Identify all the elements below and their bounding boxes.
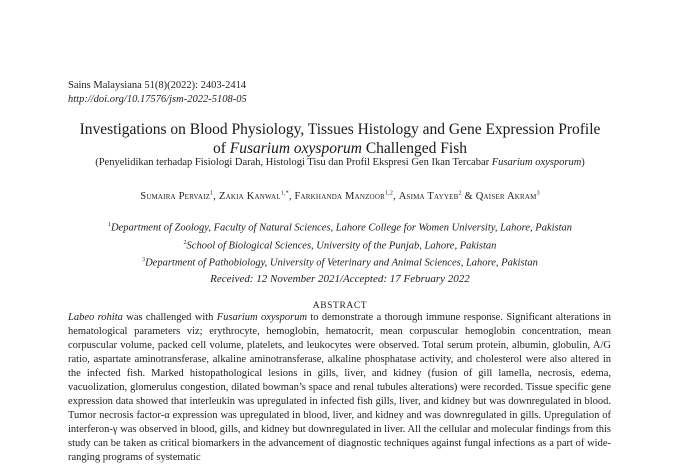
author: Zakia Kanwal$^{1,*}$, (218, 190, 295, 202)
paper-title (40, 120, 640, 158)
author: Sumaira Pervaiz$^1$, (140, 190, 219, 202)
title-line-2-pre: of (212, 140, 230, 157)
author: Qaiser Akram$^3$ (475, 190, 540, 202)
abstract-heading: ABSTRACT (312, 301, 368, 311)
author: Farkhanda Manzoor$^{1,2}$, (294, 190, 399, 202)
title-line-1: Investigations on Blood Physiology, Tissues Histology and Gene Expression Profile (79, 121, 601, 138)
received-accepted-dates: Received: 12 November 2021/Accepted: 17 February 2022 (210, 273, 470, 285)
author: Asima Tayyeb$^2$ & (398, 190, 476, 202)
malay-title (30, 156, 650, 169)
abstract-body: Labeo rohita was challenged with Fusarium oxysporum to demonstrate a thorough immune response. Significant alterations in hematological parameters viz; erythrocyte, hemoglobin, hematocrit, mean corpuscular hemoglobin concentration, mean corpuscular volume, packed cell volume, platelets, and leukocytes were observed. Total serum protein, albumin, globulin, A/G ratio, aspartate aminotransferase, alkaline aminotransferase, alkaline phosphatase activity, and cholesterol were also altered in the infected fish. Marked histopathological lesions in gills, liver, and kidney (fusion of gill lamella, necrosis, edema, vacuolization, glomerulus congestion, dilated bowman’s space and renal tubules alterations) were recorded. Tissue specific gene expression data showed that interleukin was upregulated in infected fish gills, liver, and kidney but was downregulated in blood. Tumor necrosis factor-α expression was upregulated in blood, liver, and kidney and was downregulated in gills. Upregulation of interferon-γ was observed in blood, gills, and kidney but downregulated in liver. All the cellular and molecular findings from this study can be taken as critical biomarkers in the advancement of diagnostic techniques against fungal infections as a part of wide-ranging programs of systematic (68, 312, 611, 463)
abstract-text: to demonstrate a thorough immune response. Significant alterations in hematological parameters viz; erythrocyte, hemoglobin, hematocrit, mean corpuscular hemoglobin concentration, mean corpuscular volume, packed cell volume, platelets, and leukocytes were observed. Total serum protein, albumin, globulin, A/G ratio, aspartate aminotransferase, alkaline aminotransferase, alkaline phosphatase activity, and cholesterol were also altered in the infected fish. Marked histopathological lesions in gills, liver, and kidney (fusion of gill lamella, necrosis, edema, vacuolization, glomerulus congestion, dilated bowman’s space and renal tubules alterations) were recorded. Tissue specific gene expression data showed that interleukin was upregulated in infected fish gills, liver, and kidney but was downregulated in blood. Tumor necrosis factor-α expression was upregulated in blood, liver, and kidney and was downregulated in gills. Upregulation of interferon-γ was observed in blood, gills, and kidney but downregulated in liver. All the cellular and molecular findings from this study can be taken as critical biomarkers in the advancement of diagnostic techniques against fungal infections as a part of wide-ranging programs of systematic (68, 312, 611, 463)
affiliation: $^2$School of Biological Sciences, University of the Punjab, Lahore, Pakistan (183, 239, 497, 251)
affiliations (30, 218, 650, 271)
malay-title-pre: (Penyelidikan terhadap Fisiologi Darah, Histologi Tisu dan Profil Ekspresi Gen Ikan Tercabar (95, 157, 492, 168)
title-line-2-post: Challenged Fish (361, 140, 468, 157)
affiliation: $^1$Department of Zoology, Faculty of Natural Sciences, Lahore College for Women University, Lahore, Pakistan (107, 222, 573, 234)
abstract-species-2: Fusarium oxysporum (216, 312, 308, 323)
title-species: Fusarium oxysporum (229, 140, 362, 157)
doi-link[interactable]: http://doi.org/10.17576/jsm-2022-5108-05 (68, 94, 247, 105)
malay-title-post: ) (581, 157, 585, 168)
malay-title-species: Fusarium oxysporum (491, 157, 582, 168)
abstract-species-1: Labeo rohita (68, 312, 123, 323)
affiliation: $^3$Department of Pathobiology, University of Veterinary and Animal Sciences, Lahore, Pakistan (142, 257, 538, 269)
author-list (30, 186, 650, 204)
journal-citation: Sains Malaysiana 51(8)(2022): 2403-2414 (68, 80, 247, 91)
